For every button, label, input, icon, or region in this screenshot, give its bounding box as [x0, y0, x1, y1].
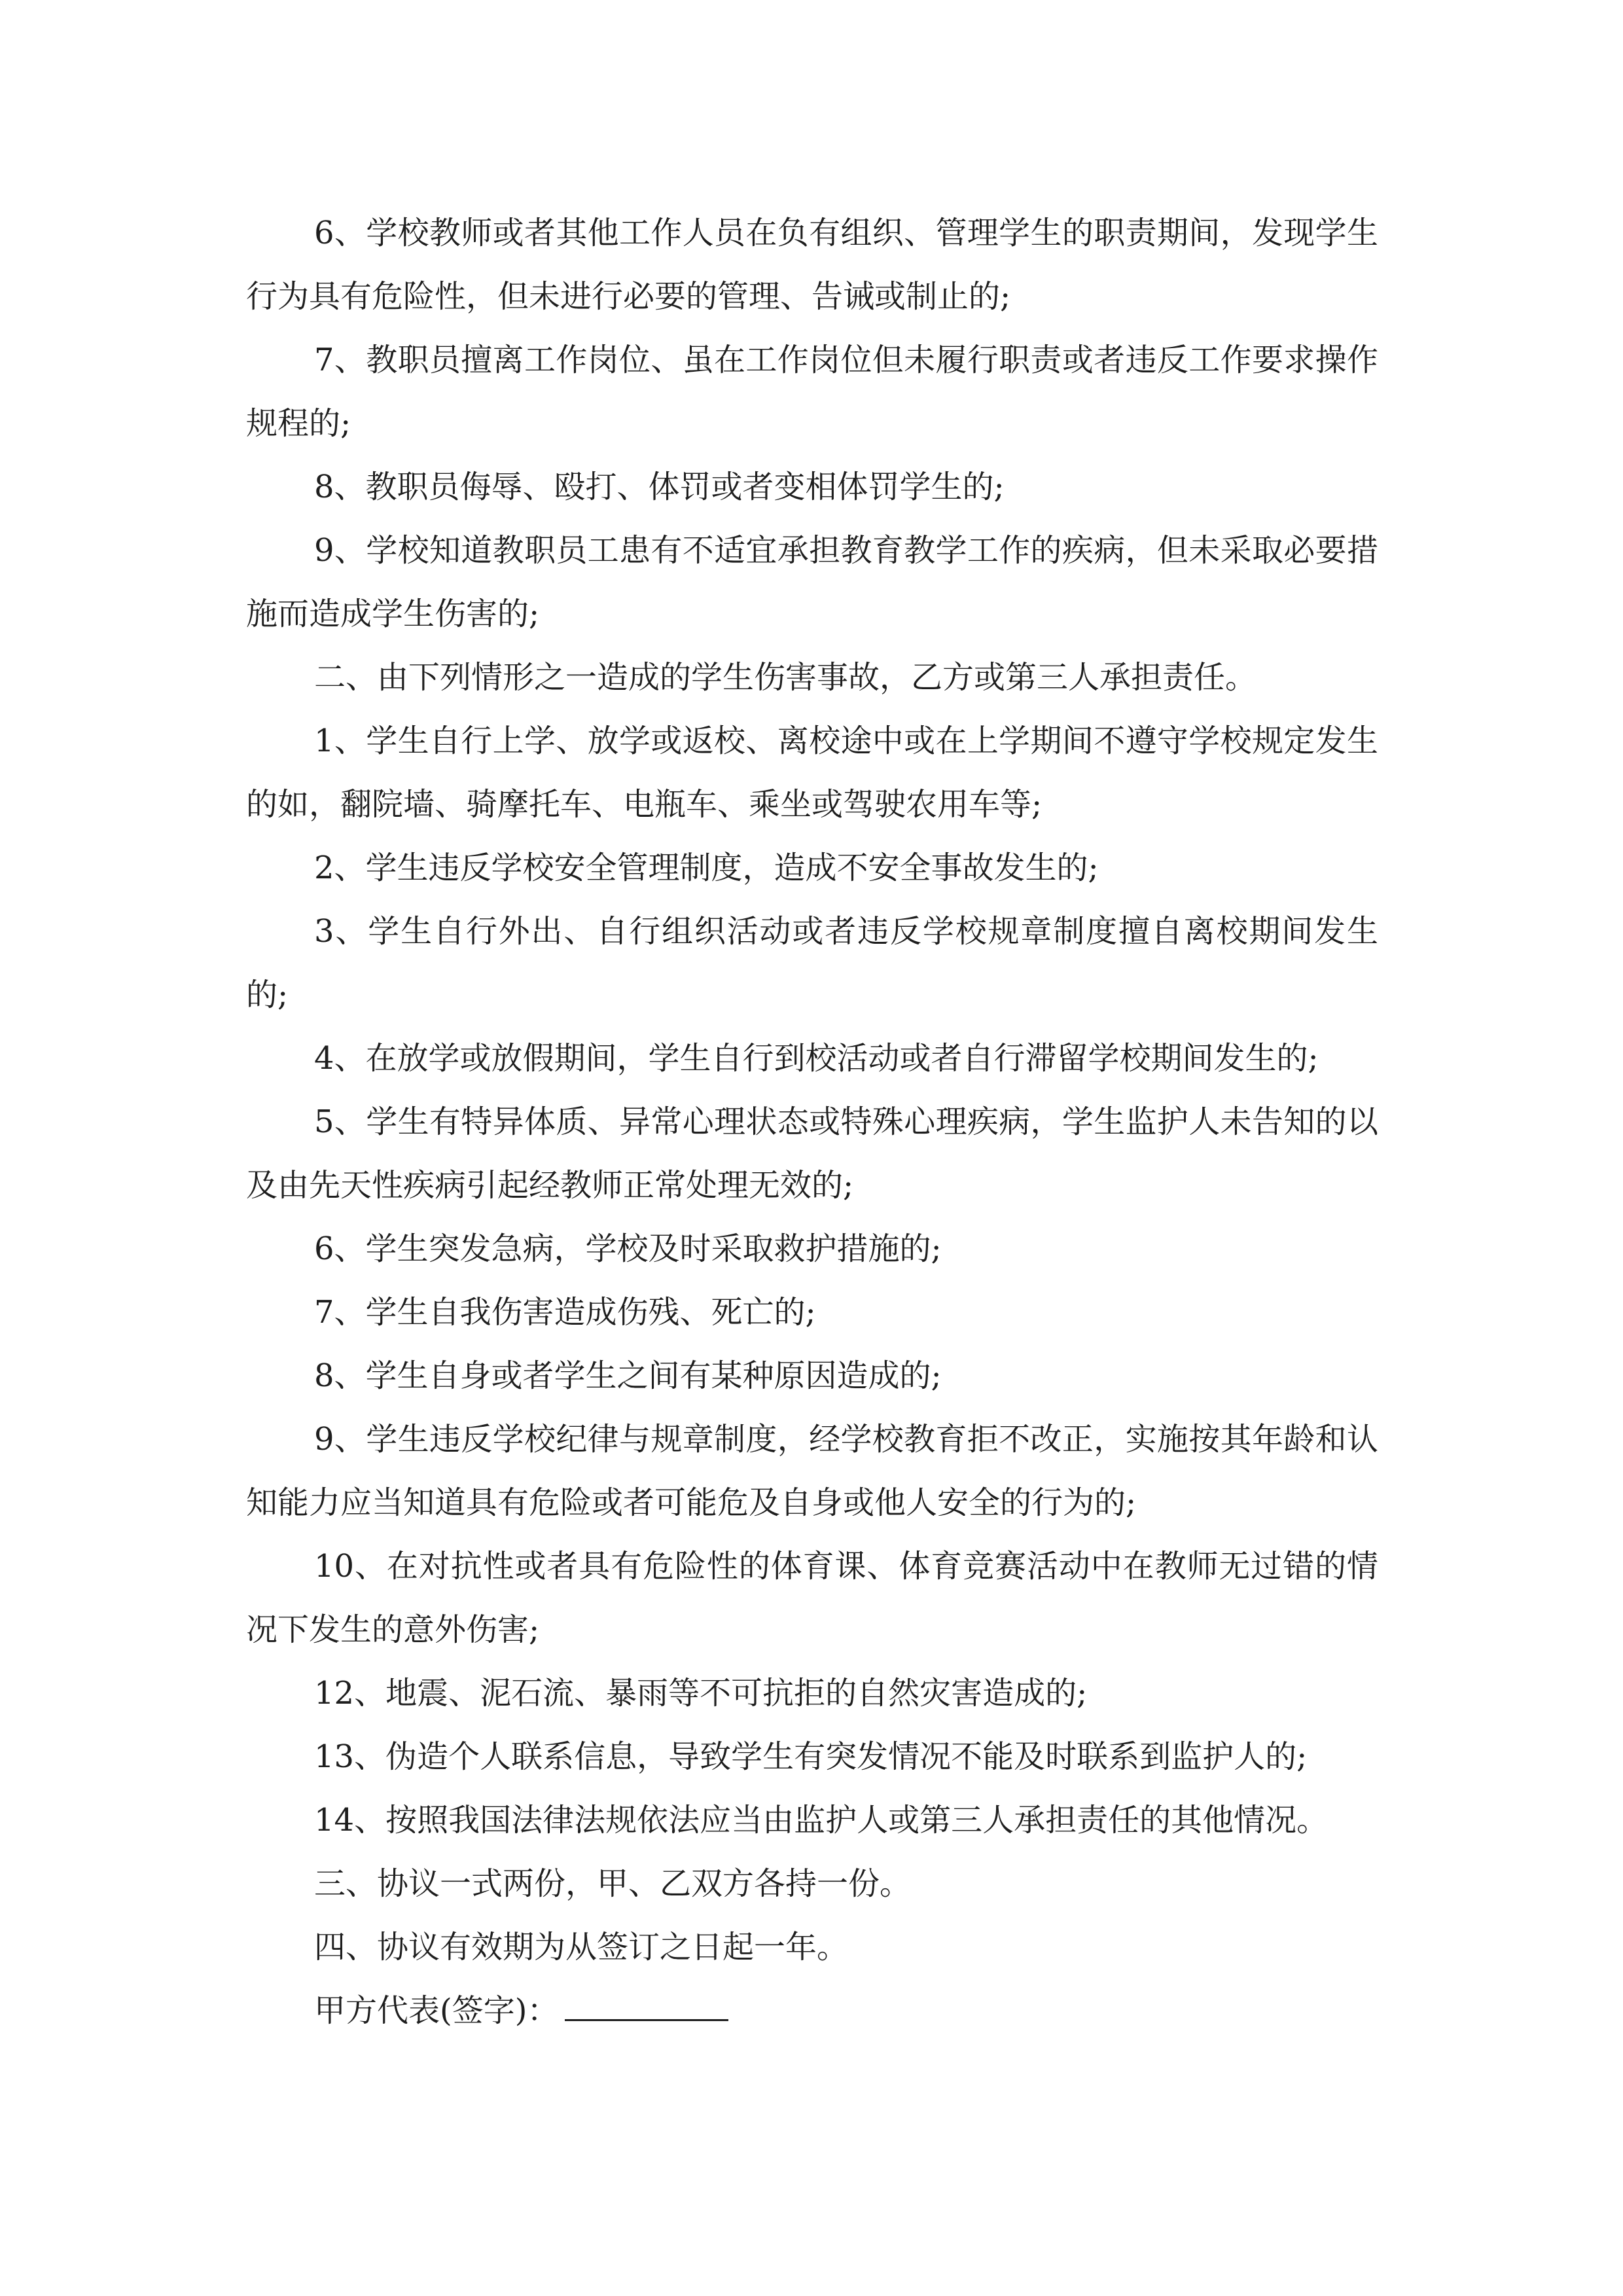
paragraph-section-4: 四、协议有效期为从签订之日起一年。	[314, 1929, 849, 1965]
paragraph-section-2: 二、由下列情形之一造成的学生伤害事故，乙方或第三人承担责任。	[314, 659, 1257, 696]
signature-row	[246, 1979, 1378, 2043]
paragraph-section-3: 三、协议一式两份，甲、乙双方各持一份。	[314, 1865, 912, 1902]
signature-blank-line	[565, 1984, 728, 2021]
paragraph-item-8: 8、学生自身或者学生之间有某种原因造成的;	[314, 1357, 942, 1394]
paragraph-clause-7: 7、教职员擅离工作岗位、虽在工作岗位但未履行职责或者违反工作要求操作规程的;	[246, 342, 1378, 442]
paragraph-item-9: 9、学生违反学校纪律与规章制度，经学校教育拒不改正，实施按其年龄和认知能力应当知道具有危险或者可能危及自身或他人安全的行为的;	[246, 1421, 1378, 1521]
paragraph-item-6: 6、学生突发急病，学校及时采取救护措施的;	[314, 1230, 942, 1267]
paragraph-item-5: 5、学生有特异体质、异常心理状态或特殊心理疾病，学生监护人未告知的以及由先天性疾病引起经教师正常处理无效的;	[246, 1103, 1378, 1204]
paragraph-clause-9: 9、学校知道教职员工患有不适宜承担教育教学工作的疾病，但未采取必要措施而造成学生伤害的;	[246, 532, 1378, 632]
paragraph-item-7: 7、学生自我伤害造成伤残、死亡的;	[314, 1294, 816, 1331]
paragraph-item-2: 2、学生违反学校安全管理制度，造成不安全事故发生的;	[314, 850, 1099, 886]
paragraph-item-3: 3、学生自行外出、自行组织活动或者违反学校规章制度擅自离校期间发生的;	[246, 913, 1378, 1013]
paragraph-item-14: 14、按照我国法律法规依法应当由监护人或第三人承担责任的其他情况。	[314, 1802, 1329, 1839]
paragraph-item-13: 13、伪造个人联系信息，导致学生有突发情况不能及时联系到监护人的;	[314, 1738, 1308, 1775]
paragraph-item-1: 1、学生自行上学、放学或返校、离校途中或在上学期间不遵守学校规定发生的如，翻院墙、骑摩托车、电瓶车、乘坐或驾驶农用车等;	[246, 723, 1378, 823]
signature-label: 甲方代表(签字)：	[314, 1992, 559, 2029]
paragraph-item-4: 4、在放学或放假期间，学生自行到校活动或者自行滞留学校期间发生的;	[314, 1040, 1319, 1077]
paragraph-clause-8: 8、教职员侮辱、殴打、体罚或者变相体罚学生的;	[314, 469, 1005, 505]
paragraph-item-10: 10、在对抗性或者具有危险性的体育课、体育竞赛活动中在教师无过错的情况下发生的意外伤害;	[246, 1548, 1378, 1648]
paragraph-item-12: 12、地震、泥石流、暴雨等不可抗拒的自然灾害造成的;	[314, 1675, 1088, 1712]
document-body	[246, 202, 1378, 2043]
paragraph-clause-6: 6、学校教师或者其他工作人员在负有组织、管理学生的职责期间，发现学生行为具有危险性，但未进行必要的管理、告诫或制止的;	[246, 215, 1378, 315]
